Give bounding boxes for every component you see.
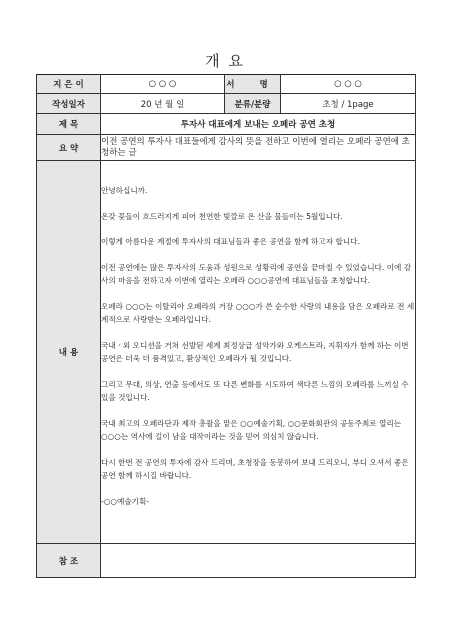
content-paragraph: 다시 한번 전 공연의 투자에 감사 드리며, 초청장을 동봉하여 보내 드리오니, 부디 오셔서 좋은 공연 함께 하시길 바랍니다. (101, 457, 409, 480)
date-value: 20 년 월 일 (101, 94, 225, 114)
summary-label: 요 약 (37, 135, 101, 161)
summary-value: 이전 공연의 투자사 대표들에게 감사의 뜻을 전하고 이번에 열리는 오페라 공연에 초청하는 글 (101, 135, 416, 161)
subject-value: 투자사 대표에게 보내는 오페라 공연 초청 (101, 114, 416, 135)
content-paragraph: 국내 · 외 오디션을 거쳐 선발된 세계 최정상급 성악가와 오케스트라, 지휘자가 함께 하는 이번 공연은 더욱 더 품격있고, 환상적인 오페라가 될 것입니다. (101, 340, 409, 363)
content-label: 내 용 (37, 161, 101, 544)
category-value: 초청 / 1page (281, 94, 416, 114)
content-paragraph: 안녕하십니까. (101, 186, 148, 195)
writer-value: ○ ○ ○ (101, 75, 225, 94)
content-paragraph: 이전 공연에는 많은 투자사의 도움과 성원으로 성황리에 공연을 끝마칠 수 있었습니다. 이에 감사의 마음을 전하고자 이번에 열리는 오페라 ○○○공연에 대표님들을 초청합니다. (101, 262, 412, 285)
content-paragraph: 이렇게 아름다운 계절에 투자사의 대표님들과 좋은 공연을 함께 하고자 합니다. (101, 237, 360, 246)
outline-form (36, 74, 416, 578)
document-title: 개 요 (205, 52, 245, 70)
subject-label: 제 목 (37, 114, 101, 135)
writer-label: 지 은 이 (37, 75, 101, 94)
date-label: 작성일자 (37, 94, 101, 114)
category-label: 분류/분량 (225, 94, 281, 114)
signature-label: 서 명 (225, 75, 281, 94)
content-paragraph: 국내 최고의 오페라단과 제작 총괄을 맡은 ○○예술기획, ○○문화회관의 공동주최로 열리는 ○○○는 역사에 길이 남을 대작이라는 것을 믿어 의심치 않습니다. (101, 418, 402, 441)
signature-value: ○ ○ ○ (281, 75, 416, 94)
content-paragraph: 온갖 꽃들이 흐드러지게 피어 천연한 빛깔로 온 산을 물들이는 5월입니다. (101, 211, 343, 221)
content-signoff: -○○예술기획- (101, 496, 150, 506)
content-paragraph: 그리고 무대, 의상, 연출 등에서도 또 다른 변화를 시도하여 색다른 느낌의 오페라를 느끼실 수 있을 것입니다. (101, 379, 409, 402)
reference-label: 참 조 (37, 544, 101, 578)
reference-value (101, 544, 416, 578)
content-body (101, 161, 416, 544)
content-paragraph: 오페라 ○○○는 이탈리아 오페라의 거장 ○○○가 쓴 순수한 사랑의 내용을 담은 오페라로 전 세계적으로 사랑받는 오페라입니다. (101, 301, 415, 324)
